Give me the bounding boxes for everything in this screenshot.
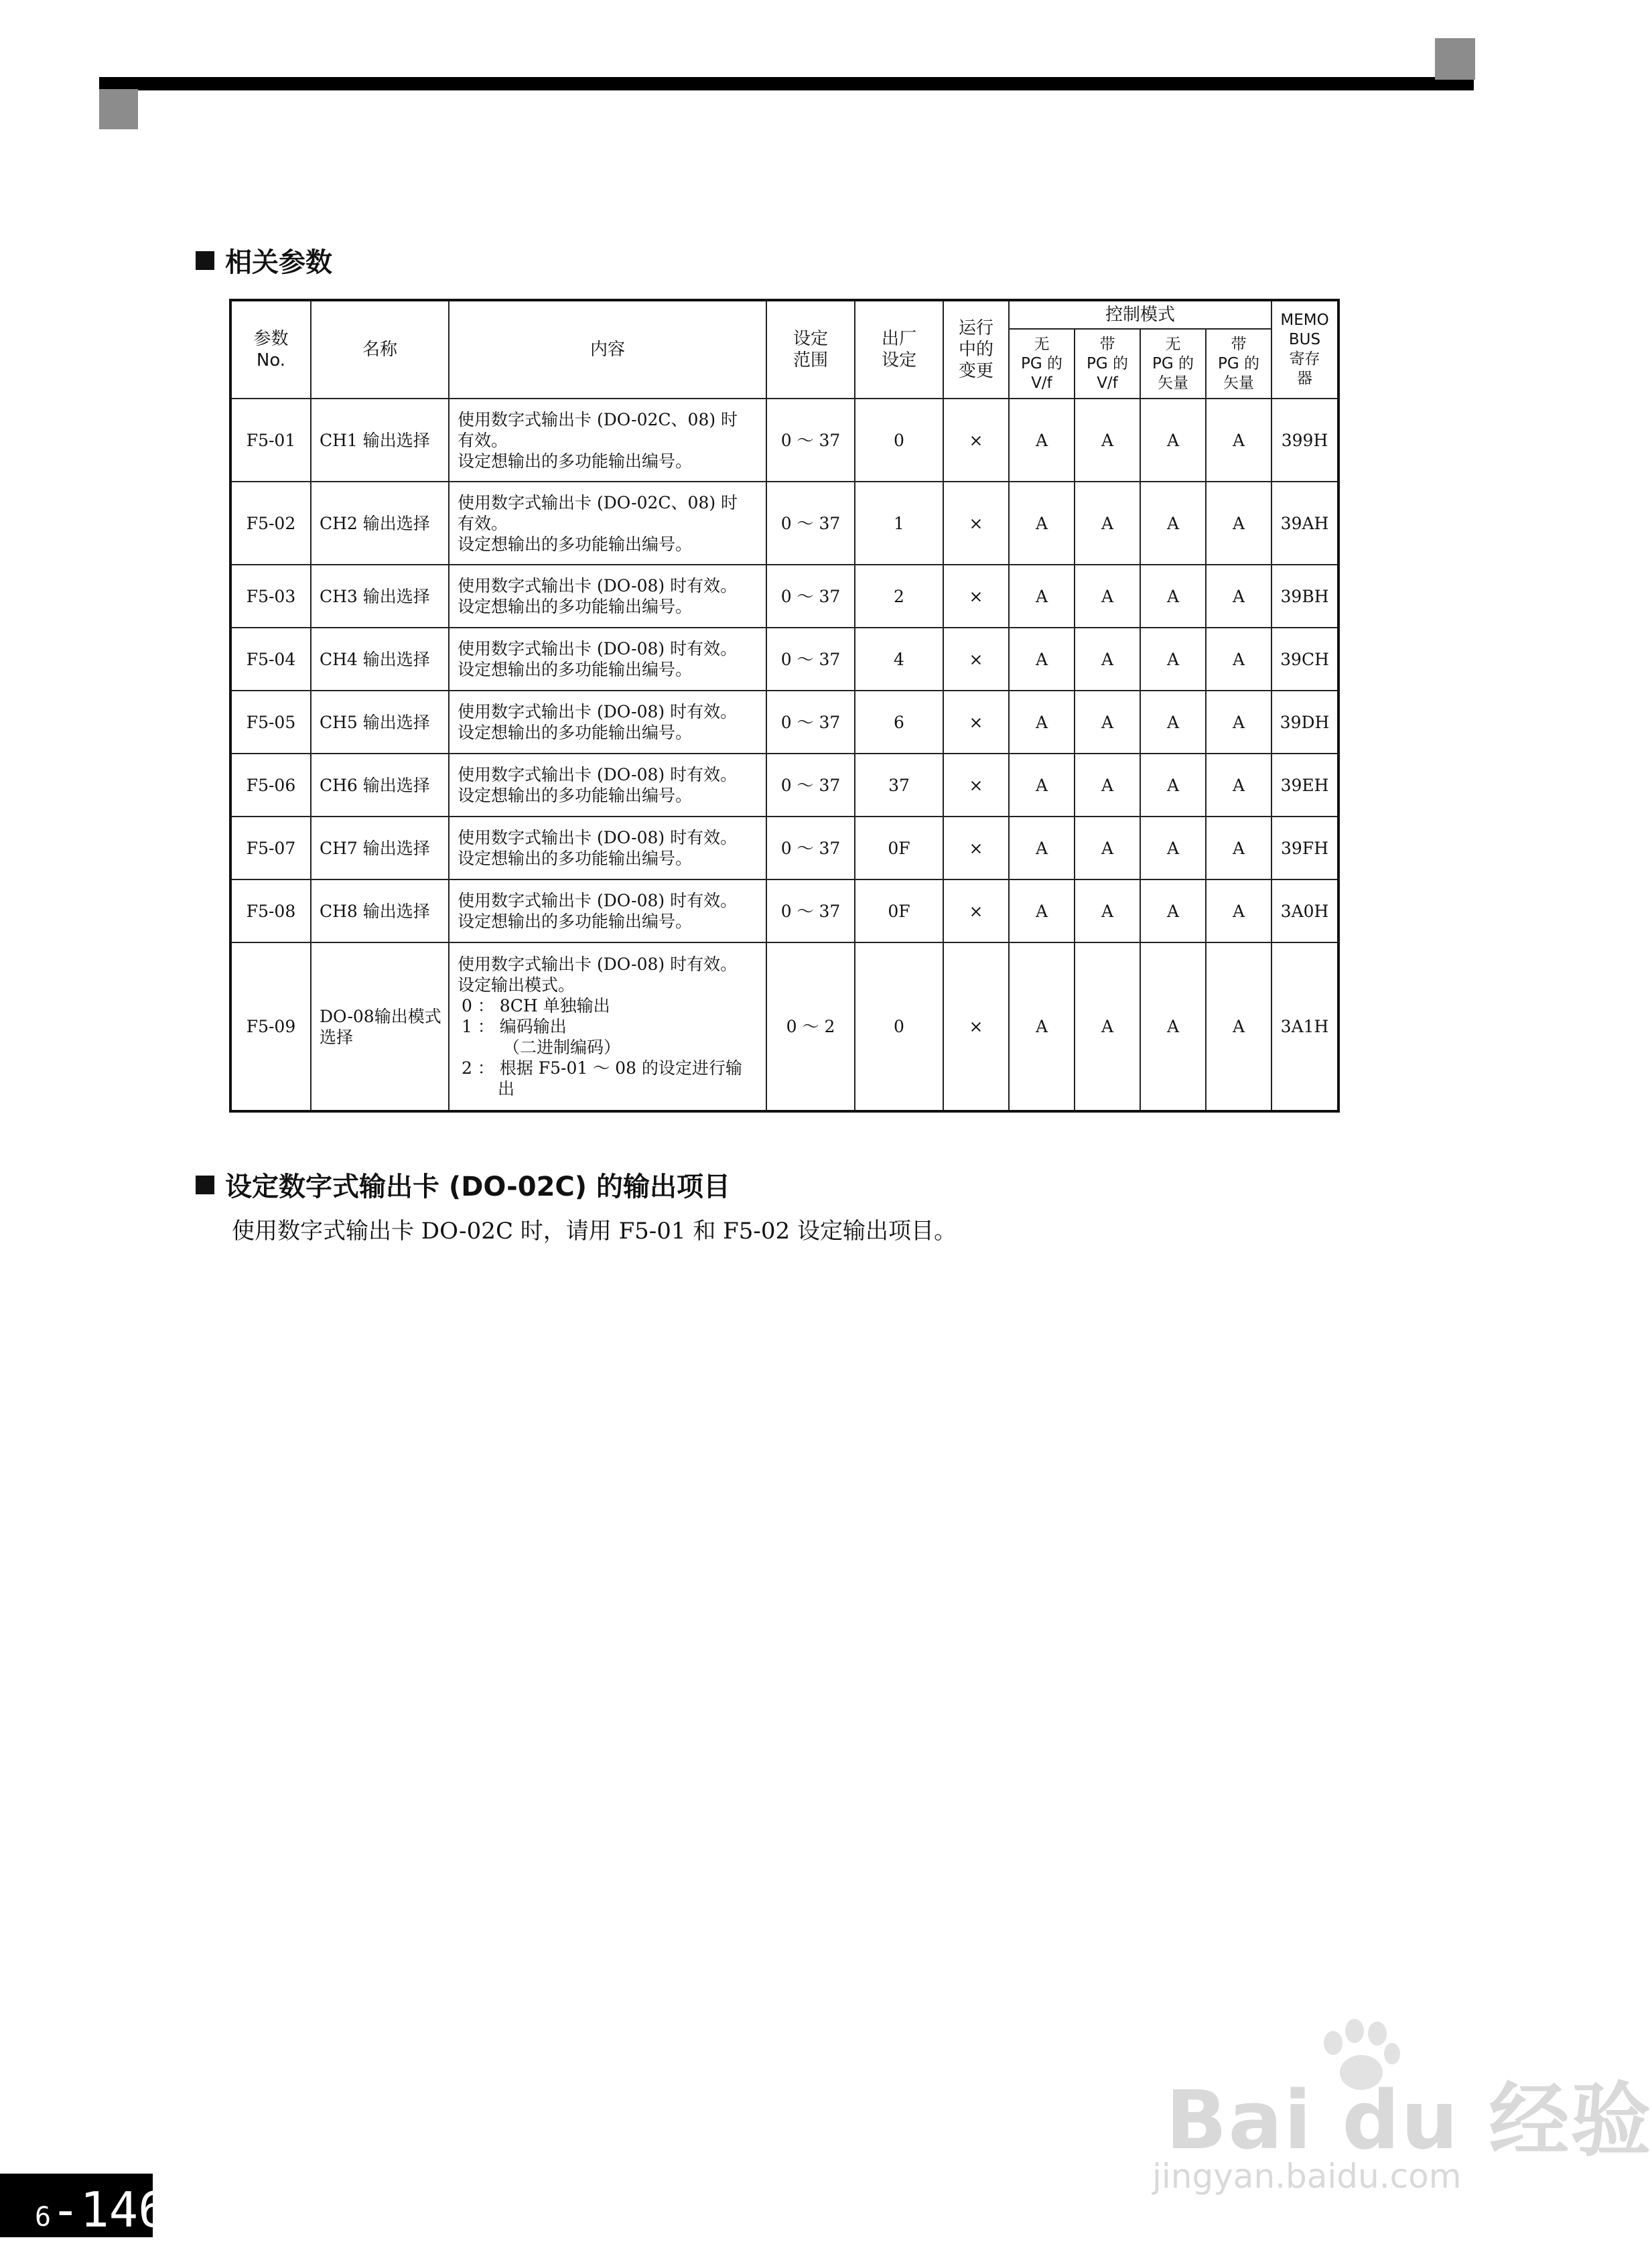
param-change: × [943, 565, 1009, 628]
table-row [230, 691, 1338, 754]
param-default: 2 [855, 565, 943, 628]
header-factory-setting: 出厂 设定 [855, 300, 943, 399]
param-content: 使用数字式输出卡 (DO-08) 时有效。 设定想输出的多功能输出编号。 [449, 754, 766, 817]
param-name: CH6 输出选择 [311, 754, 449, 817]
header-range: 设定 范围 [766, 300, 855, 399]
section-heading-related-params [196, 241, 332, 279]
param-register: 39FH [1271, 817, 1338, 879]
param-default: 37 [855, 754, 943, 817]
page-number [0, 2174, 167, 2238]
param-range: 0 ～ 37 [766, 879, 855, 942]
param-change: × [943, 691, 1009, 754]
param-mode-4: A [1206, 565, 1271, 628]
parameter-table [229, 299, 1340, 1113]
param-no: F5-05 [230, 691, 311, 754]
param-default: 0F [855, 817, 943, 879]
param-no: F5-02 [230, 482, 311, 565]
corner-marker-right [1435, 38, 1475, 80]
section-heading-output-items [196, 1166, 730, 1204]
param-mode-3: A [1140, 691, 1206, 754]
page-chapter: 6 [35, 2202, 52, 2233]
param-register: 39DH [1271, 691, 1338, 754]
param-name: CH1 输出选择 [311, 399, 449, 482]
param-name: DO-08输出模式 选择 [311, 942, 449, 1111]
param-name: CH7 输出选择 [311, 817, 449, 879]
table-row [230, 942, 1338, 1111]
param-mode-2: A [1075, 399, 1140, 482]
param-change: × [943, 879, 1009, 942]
param-content: 使用数字式输出卡 (DO-08) 时有效。 设定想输出的多功能输出编号。 [449, 628, 766, 691]
param-register: 39CH [1271, 628, 1338, 691]
param-name: CH8 输出选择 [311, 879, 449, 942]
param-content: 使用数字式输出卡 (DO-08) 时有效。 设定输出模式。 0 ： 8CH 单独输出 1 ： 编码输出 （二进制编码） 2 ： 根据 F5-01 ～ 08 的设定进行输 出 [449, 942, 766, 1111]
param-change: × [943, 628, 1009, 691]
param-mode-3: A [1140, 879, 1206, 942]
header-name: 名称 [311, 300, 449, 399]
param-no: F5-09 [230, 942, 311, 1111]
watermark-brand: Bai du 经验 [1166, 2074, 1652, 2168]
param-register: 399H [1271, 399, 1338, 482]
param-content: 使用数字式输出卡 (DO-08) 时有效。 设定想输出的多功能输出编号。 [449, 879, 766, 942]
table-row [230, 565, 1338, 628]
param-name: CH3 输出选择 [311, 565, 449, 628]
header-mode-vector-with-pg: 带 PG 的 矢量 [1206, 329, 1271, 399]
header-mode-vf-with-pg: 带 PG 的 V/f [1075, 329, 1140, 399]
param-mode-1: A [1009, 879, 1075, 942]
param-mode-1: A [1009, 942, 1075, 1111]
param-default: 4 [855, 628, 943, 691]
param-change: × [943, 399, 1009, 482]
param-register: 39AH [1271, 482, 1338, 565]
page-index: -146 [51, 2182, 167, 2238]
param-mode-2: A [1075, 942, 1140, 1111]
param-mode-2: A [1075, 691, 1140, 754]
param-mode-1: A [1009, 565, 1075, 628]
header-content: 内容 [449, 300, 766, 399]
table-row [230, 817, 1338, 879]
param-range: 0 ～ 2 [766, 942, 855, 1111]
table-row [230, 754, 1338, 817]
header-change-during-run: 运行 中的 变更 [943, 300, 1009, 399]
table-row [230, 399, 1338, 482]
param-mode-1: A [1009, 691, 1075, 754]
param-range: 0 ～ 37 [766, 691, 855, 754]
param-mode-4: A [1206, 817, 1271, 879]
square-bullet-icon [196, 1176, 214, 1194]
param-no: F5-07 [230, 817, 311, 879]
param-mode-3: A [1140, 399, 1206, 482]
param-default: 0 [855, 942, 943, 1111]
param-change: × [943, 817, 1009, 879]
param-mode-2: A [1075, 754, 1140, 817]
param-mode-3: A [1140, 942, 1206, 1111]
param-mode-2: A [1075, 817, 1140, 879]
param-change: × [943, 942, 1009, 1111]
param-content: 使用数字式输出卡 (DO-08) 时有效。 设定想输出的多功能输出编号。 [449, 691, 766, 754]
param-no: F5-03 [230, 565, 311, 628]
param-content: 使用数字式输出卡 (DO-02C、08) 时 有效。 设定想输出的多功能输出编号。 [449, 399, 766, 482]
param-name: CH2 输出选择 [311, 482, 449, 565]
param-mode-1: A [1009, 628, 1075, 691]
param-mode-1: A [1009, 817, 1075, 879]
param-mode-1: A [1009, 399, 1075, 482]
param-mode-4: A [1206, 942, 1271, 1111]
param-mode-3: A [1140, 482, 1206, 565]
param-change: × [943, 482, 1009, 565]
param-default: 6 [855, 691, 943, 754]
header-control-mode: 控制模式 [1009, 300, 1271, 329]
param-default: 1 [855, 482, 943, 565]
section-title: 设定数字式输出卡 (DO-02C) 的输出项目 [225, 1172, 730, 1202]
param-mode-4: A [1206, 399, 1271, 482]
param-range: 0 ～ 37 [766, 754, 855, 817]
param-content: 使用数字式输出卡 (DO-08) 时有效。 设定想输出的多功能输出编号。 [449, 565, 766, 628]
param-mode-4: A [1206, 754, 1271, 817]
corner-marker-left [99, 89, 138, 129]
baidu-jingyan-watermark [1112, 2016, 1652, 2217]
param-mode-4: A [1206, 691, 1271, 754]
header-memobus-register: MEMO BUS 寄存 器 [1271, 300, 1338, 399]
param-mode-2: A [1075, 565, 1140, 628]
section-title: 相关参数 [225, 247, 332, 278]
param-mode-1: A [1009, 482, 1075, 565]
param-no: F5-06 [230, 754, 311, 817]
param-mode-2: A [1075, 628, 1140, 691]
header-mode-vf-no-pg: 无 PG 的 V/f [1009, 329, 1075, 399]
param-mode-4: A [1206, 482, 1271, 565]
square-bullet-icon [196, 251, 214, 270]
table-row [230, 879, 1338, 942]
table-row [230, 482, 1338, 565]
param-mode-3: A [1140, 754, 1206, 817]
header-param-no: 参数 No. [230, 300, 311, 399]
param-register: 39EH [1271, 754, 1338, 817]
param-no: F5-08 [230, 879, 311, 942]
param-no: F5-01 [230, 399, 311, 482]
param-no: F5-04 [230, 628, 311, 691]
param-mode-3: A [1140, 817, 1206, 879]
header-rule [99, 77, 1474, 90]
param-register: 39BH [1271, 565, 1338, 628]
param-name: CH4 输出选择 [311, 628, 449, 691]
param-default: 0 [855, 399, 943, 482]
param-register: 3A0H [1271, 879, 1338, 942]
param-mode-2: A [1075, 482, 1140, 565]
param-default: 0F [855, 879, 943, 942]
param-register: 3A1H [1271, 942, 1338, 1111]
param-mode-2: A [1075, 879, 1140, 942]
param-mode-4: A [1206, 879, 1271, 942]
param-content: 使用数字式输出卡 (DO-02C、08) 时 有效。 设定想输出的多功能输出编号。 [449, 482, 766, 565]
param-name: CH5 输出选择 [311, 691, 449, 754]
param-range: 0 ～ 37 [766, 565, 855, 628]
param-change: × [943, 754, 1009, 817]
param-mode-4: A [1206, 628, 1271, 691]
section-body-text: 使用数字式输出卡 DO-02C 时，请用 F5-01 和 F5-02 设定输出项目。 [232, 1218, 957, 1245]
param-range: 0 ～ 37 [766, 482, 855, 565]
header-mode-vector-no-pg: 无 PG 的 矢量 [1140, 329, 1206, 399]
param-range: 0 ～ 37 [766, 399, 855, 482]
param-content: 使用数字式输出卡 (DO-08) 时有效。 设定想输出的多功能输出编号。 [449, 817, 766, 879]
param-mode-1: A [1009, 754, 1075, 817]
param-mode-3: A [1140, 628, 1206, 691]
watermark-url: jingyan.baidu.com [1152, 2157, 1462, 2196]
param-mode-3: A [1140, 565, 1206, 628]
param-range: 0 ～ 37 [766, 628, 855, 691]
table-row [230, 628, 1338, 691]
param-range: 0 ～ 37 [766, 817, 855, 879]
